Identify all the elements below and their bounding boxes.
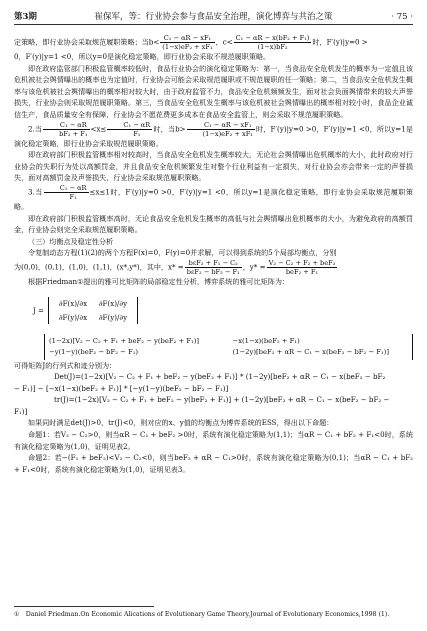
paragraph-8 bbox=[14, 259, 413, 276]
fraction-denominator: F₁ bbox=[69, 192, 77, 201]
paragraph-9: 根据Friedman①提出的雅可比矩阵的局部稳定性分析，博弈系统的雅可比矩阵为： bbox=[28, 276, 290, 286]
paragraph-2: 即在政府监管部门积极监管概率较低时，食品行业协会的演化稳定策略为：第一，当食品安全危机发生的概率为一定值且该危机被社会舆情曝出的概率也为定值时，行业协会可能会采取规范履职或不规范履职的任一策略；第二，当食品安全危机发生概率与该危机被社会舆情曝出的概率相对较大时，由于政府监管不力，食品安全危机频频发生，面对社会负面舆情带来的较大声誉损失，行业协会则采取规范履职策略。第三，当食品安全危机发生概率与该危机被社会舆情曝出的概率相对较小时，食品企业诚信生产，食品质量安全有保障，行业协会不愿花费更多成本在食品安全监管上，则会采取不规范履职策略。 bbox=[14, 63, 413, 119]
matrix-cell: −x(1−x)(beF₂ + F₁) bbox=[232, 336, 300, 345]
fraction bbox=[160, 34, 214, 51]
jacobian-partials-matrix bbox=[48, 297, 138, 324]
fraction-denominator: bεF₂ − bF₂ − F₁ bbox=[186, 267, 240, 276]
jacobian-label: J = bbox=[32, 305, 44, 315]
paragraph-11: 如果同时满足det(J)>0，tr(J)<0，则对应的x、y值的均衡点为博弈系统的ESS，得出以下命题： bbox=[28, 418, 334, 428]
matrix-cell: (1−2x)[V₂ − C₂ + F₁ + beF₂ − y(beF₂ + F₁)] bbox=[49, 336, 200, 345]
fraction-numerator: C₁ − αR bbox=[107, 121, 152, 130]
paragraph-6: 即在政府部门积极监管概率高时，无论食品安全危机发生概率的高低与社会舆情曝出危机概率的大小，为避免政府的高额罚金，行业协会则完全采取规范履职策略。 bbox=[14, 213, 413, 235]
fraction-denominator: bF₂ + F₁ bbox=[59, 129, 88, 138]
text-run: 定策略，即行业协会采取规范履职策略；当b< bbox=[14, 37, 160, 47]
fraction-numerator: bεF₂ + F₁ − C₂ bbox=[185, 259, 242, 268]
fraction-denominator: (1−x)eF₂ + xF₁ bbox=[202, 129, 253, 138]
fraction bbox=[43, 121, 89, 138]
text-run: 为(0,0)，(0,1)，(1,0)，(1,1)，(x*,y*)，其中，x* = bbox=[14, 262, 184, 272]
footnote: ① Daniel Friedman.On Economic Alications of Evolutionary Game Theory.Journal of Evolutionary Economics,1998 (1). bbox=[14, 611, 390, 618]
paragraph-4: 即在政府部门积极监管概率相对较高时，当食品安全危机发生概率较大，无论社会舆情曝出危机概率的大小，此时政府对行业协会的失职行为处以高额罚金，并且食品安全危机频繁发生对整个行业利益有一定损失，对行业协会亦会带来一定的声誉损失，面对高额罚金及声誉损失，行业协会采取规范履职策略。 bbox=[14, 150, 413, 183]
determinant-line-2: − F₁)] − [−x(1−x)(beF₂ + F₁)] * [−y(1−y)(beF₂ − bF₂ − F₁)] bbox=[14, 383, 229, 393]
page-number: · 75 · bbox=[391, 12, 413, 22]
running-title: 崔保军，等：行业协会参与食品安全治理，演化博弈与共治之策 bbox=[94, 12, 333, 22]
fraction-numerator: C₁ − αR bbox=[44, 184, 89, 193]
section-heading: （三）均衡点及稳定性分析 bbox=[28, 236, 114, 246]
matrix-cell: (1−2y)[beF₂ + αR − C₁ − x(beF₂ − bF₂ − F₁)] bbox=[232, 347, 390, 356]
proposition-1: 命题1：若V₂ − C₂>0，则当αR − C₁ + beF₂ >0时，系统有演化稳定策略为(1,1)；当αR − C₁ + bF₂ + F₁<0时，系统有演化稳定策略为(1,0)，证明见表2。 bbox=[14, 430, 413, 451]
fraction-numerator: C₁ − αR − xF₁ bbox=[187, 121, 255, 130]
issue-label: 第3期 bbox=[14, 12, 37, 22]
fraction-denominator: beF₂ + F₁ bbox=[285, 267, 319, 276]
fraction bbox=[185, 259, 242, 276]
body-text bbox=[14, 34, 413, 475]
paragraph-3 bbox=[14, 121, 413, 150]
fraction-numerator: V₂ − C₂ + F₂ + beF₂ bbox=[268, 258, 336, 267]
matrix-cell: −y(1−y)(beF₂ − bF₂ − F₁) bbox=[49, 347, 139, 356]
text-run: 时，F′(y)|y=0 >0，F′(y)|y=1 <0，所以y=1是演化稳定策略，即行业协会采取规范履职策略。 bbox=[14, 124, 413, 148]
fraction-numerator: C₁ − αR − xF₁ bbox=[160, 34, 214, 43]
fraction bbox=[234, 34, 312, 51]
fraction-numerator: C₁ − αR − x(bF₂ + F₁) bbox=[235, 34, 310, 42]
fraction bbox=[107, 121, 152, 138]
paragraph-1-cont: 0，F′(y)|y=1 <0，所以y=0是演化稳定策略，即行业协会采取不规范履职策略。 bbox=[14, 52, 271, 61]
fraction-denominator: F₁ bbox=[133, 129, 141, 138]
text-run: 2.当 bbox=[28, 124, 43, 134]
matrix-cell: ∂F(y)/∂y bbox=[98, 312, 128, 322]
running-header bbox=[14, 10, 413, 25]
fraction-denominator: (1−x)bF₂ bbox=[257, 43, 288, 51]
paragraph-1 bbox=[14, 34, 413, 51]
trace-line-1: tr(J)=(1−2x)[V₂ − C₂ + F₁ + beF₂ − y(beF₂ + F₁)] + (1−2y)[beF₂ + αR − C₁ − x(beF₂ − bF₂ − bbox=[54, 395, 390, 405]
text-run: ≤x≤1时，F′(y)|y=0 >0，F′(y)|y=1 <0，所以y=1是演化稳定策略，即行业协会采取规范履职策略。 bbox=[14, 187, 413, 211]
text-run: ，c< bbox=[215, 37, 233, 47]
matrix-cell: ∂F(y)/∂x bbox=[58, 312, 88, 322]
text-run: 时，当b> bbox=[153, 124, 186, 134]
trace-line-2: F₁)] bbox=[14, 406, 28, 416]
fraction bbox=[267, 259, 338, 276]
jacobian-expanded-matrix bbox=[44, 334, 413, 360]
text-run: 3.当 bbox=[28, 187, 43, 197]
paragraph-5 bbox=[14, 184, 413, 213]
text-run: 时，F′(y)|y=0 > bbox=[312, 37, 368, 47]
matrix-cell: ∂F(x)/∂y bbox=[98, 298, 128, 308]
matrix-cell: ∂F(x)/∂x bbox=[58, 298, 88, 308]
jacobian-definition bbox=[14, 288, 413, 334]
determinant-line-1: Det(J)=(1−2x)[V₂ − C₂ + F₁ + beF₂ − y(beF₂ + F₁)] * (1−2y)[beF₂ + αR − C₁ − x(beF₂ − bF₂ bbox=[54, 372, 386, 382]
paragraph-7: 令复制动态方程(1)(2)的两个方程F(x)=0，F(y)=0并求解，可以得到系统的5个局部均衡点，分别 bbox=[28, 248, 337, 258]
fraction bbox=[44, 184, 89, 201]
proposition-2: 命题2：若−(F₁ + beF₂)<V₂ − C₂<0，则当beF₂ + αR − C₁>0时，系统有演化稳定策略为(0,1)；当αR − C₁ + bF₂ + F₁<0时，系统有演化稳定策略为(1,0)，证明见表3。 bbox=[14, 453, 413, 474]
fraction bbox=[187, 121, 255, 138]
footnote-divider bbox=[14, 606, 154, 607]
paragraph-10: 可得矩阵J的行列式和迹分别为： bbox=[14, 360, 117, 370]
text-run: <x≤ bbox=[90, 124, 107, 134]
fraction-numerator: C₁ − αR bbox=[43, 121, 89, 130]
text-run: ，y* = bbox=[242, 262, 266, 272]
fraction-denominator: (1−x)eF₂ + xF₁ bbox=[162, 43, 213, 51]
